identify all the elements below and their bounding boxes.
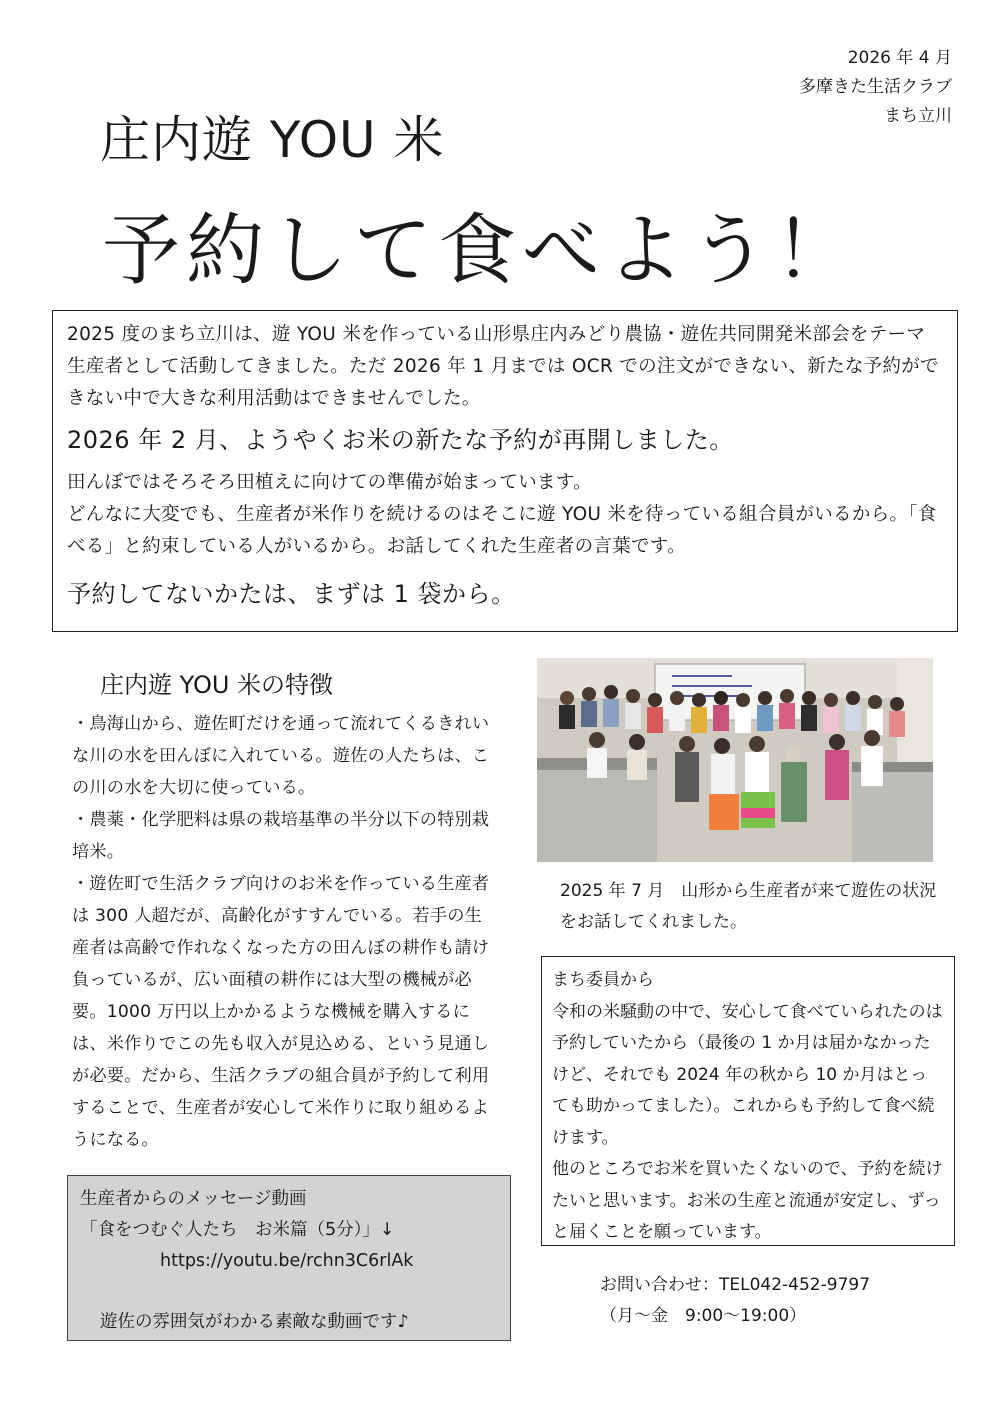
intro-paragraph-3: どんなに大変でも、生産者が米作りを続けるのはそこに遊 YOU 米を待っている組合員がいるから。「食べる」と約束している人がいるから。お話してくれた生産者の言葉です。 [67,504,937,557]
committee-paragraph-2: 他のところでお米を買いたくないので、予約を続けたいと思います。お米の生産と流通が安定し、ずっと届くことを願っています。 [552,1159,943,1242]
committee-paragraph-1: 令和の米騒動の中で、安心して食べていられたのは予約していたから（最後の 1 か月は届かなかったけど、それでも 2024 年の秋から 10 か月はとっても助かってました）。これからも予約して食べ続けます。 [552,1001,943,1148]
intro-paragraph-2: 田んぼではそろそろ田植えに向けての準備が始まっています。 [67,472,592,493]
contact-info [600,1270,870,1332]
video-heading: 生産者からのメッセージ動画 [80,1189,307,1209]
committee-box [541,956,955,1246]
group-photo [537,658,933,862]
group-photo-image [537,658,933,862]
features-list [72,708,490,1156]
title-product: 庄内遊 YOU 米 [100,111,445,169]
intro-closing: 予約してないかたは、まずは 1 袋から。 [67,580,516,608]
intro-box [52,310,958,632]
committee-title: まち委員から [552,970,654,990]
organization-name: 多摩きた生活クラブ [799,77,952,97]
video-note: 遊佐の雰囲気がわかる素敵な動画です♪ [100,1312,409,1332]
feature-item-farmers: ・遊佐町で生活クラブ向けのお米を作っている生産者は 300 人超だが、高齢化がすすんでいる。若手の生産者は高齢で作れなくなった方の田んぼの耕作も請け負っているが、広い面積の耕作には大型の機械が必要。1000 万円以上かかるような機械を購入するには、米作りでこの先も収入が見込める、という見通しが必要。だから、生活クラブの組合員が予約して利用することで、生産者が安心して米作りに取り組めるようになる。 [72,874,490,1150]
feature-item-pesticide: ・農薬・化学肥料は県の栽培基準の半分以下の特別栽培米。 [72,810,490,862]
intro-headline: 2026 年 2 月、ようやくお米の新たな予約が再開しました。 [67,426,734,454]
features-title: 庄内遊 YOU 米の特徴 [100,671,334,699]
feature-item-water: ・鳥海山から、遊佐町だけを通って流れてくるきれいな川の水を田んぼに入れている。遊佐の人たちは、この川の水を大切に使っている。 [72,714,490,798]
header-info [799,44,952,131]
spacer [80,1277,498,1307]
video-url-link[interactable]: https://youtu.be/rchn3C6rlAk [160,1251,414,1271]
intro-paragraph-1: 2025 度のまち立川は、遊 YOU 米を作っている山形県庄内みどり農協・遊佐共同開発米部会をテーマ生産者として活動してきました。ただ 2026 年 1 月までは OCR での注文ができない、新たな予約ができない中で大きな利用活動はできませんでした。 [67,324,939,409]
issue-date: 2026 年 4 月 [847,48,952,68]
photo-caption: 2025 年 7 月 山形から生産者が来て遊佐の状況をお話してくれました。 [560,881,937,932]
contact-phone: お問い合わせ：TEL042-452-9797 [600,1275,871,1295]
video-box [67,1175,511,1341]
title-main: 予約して食べよう！ [102,206,859,296]
video-title: 「食をつむぐ人たち お米篇（5分）」↓ [80,1220,395,1240]
branch-name: まち立川 [884,106,952,126]
contact-hours: （月～金 9:00～19:00） [600,1306,807,1326]
